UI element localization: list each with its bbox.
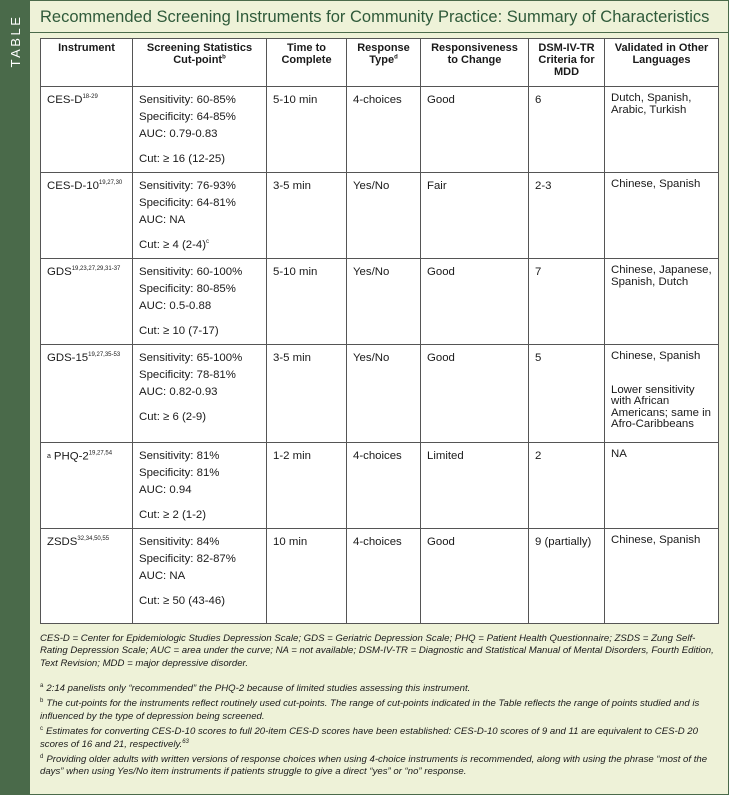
auc: AUC: NA bbox=[139, 214, 186, 226]
sensitivity: Sensitivity: 76-93% bbox=[139, 180, 236, 192]
auc: AUC: 0.5-0.88 bbox=[139, 300, 212, 312]
cell-response-type: Yes/No bbox=[347, 345, 421, 443]
header-instrument: Instrument bbox=[41, 39, 133, 87]
table-header-row bbox=[41, 39, 719, 87]
languages: Chinese, Spanish bbox=[611, 350, 701, 362]
cut-point: Cut: ≥ 6 (2-9) bbox=[139, 411, 207, 423]
cell-responsiveness: Fair bbox=[421, 173, 529, 259]
auc: AUC: 0.79-0.83 bbox=[139, 128, 218, 140]
cell-dsm: 2-3 bbox=[529, 173, 605, 259]
instrument-name: GDS bbox=[47, 266, 72, 278]
footnote-symbol: c bbox=[40, 726, 43, 733]
prefix-mark: a bbox=[47, 453, 51, 460]
cell-responsiveness: Good bbox=[421, 345, 529, 443]
sensitivity: Sensitivity: 84% bbox=[139, 536, 220, 548]
languages: Chinese, Spanish bbox=[611, 534, 701, 546]
sensitivity: Sensitivity: 60-100% bbox=[139, 266, 243, 278]
instrument-name: ZSDS bbox=[47, 536, 78, 548]
footnote bbox=[40, 695, 716, 723]
cell-statistics bbox=[133, 443, 267, 529]
title-divider bbox=[30, 32, 728, 33]
languages: NA bbox=[611, 448, 627, 460]
specificity: Specificity: 64-85% bbox=[139, 111, 236, 123]
instrument-name: PHQ-2 bbox=[53, 450, 89, 463]
cell-instrument bbox=[41, 443, 133, 529]
table-row bbox=[41, 259, 719, 345]
side-tab bbox=[1, 1, 30, 794]
reference-numbers: 19,27,54 bbox=[88, 450, 113, 457]
cell-response-type: Yes/No bbox=[347, 173, 421, 259]
cell-statistics bbox=[133, 173, 267, 259]
cell-languages bbox=[605, 259, 719, 345]
cut-point: Cut: ≥ 2 (1-2) bbox=[139, 509, 207, 521]
cell-instrument bbox=[41, 529, 133, 624]
specificity: Specificity: 78-81% bbox=[139, 369, 236, 381]
table-row bbox=[41, 345, 719, 443]
footnote-mark: b bbox=[222, 54, 226, 61]
cell-dsm: 5 bbox=[529, 345, 605, 443]
footnote bbox=[40, 751, 716, 779]
cell-instrument bbox=[41, 87, 133, 173]
cell-time: 1-2 min bbox=[267, 443, 347, 529]
reference-numbers: 32,34,50,55 bbox=[77, 536, 110, 543]
cell-languages bbox=[605, 345, 719, 443]
languages: Chinese, Japanese, Spanish, Dutch bbox=[611, 264, 712, 288]
footnote-symbol: d bbox=[40, 753, 44, 760]
cell-languages bbox=[605, 173, 719, 259]
footnotes bbox=[40, 633, 716, 779]
cut-point: Cut: ≥ 16 (12-25) bbox=[139, 153, 226, 165]
cell-languages bbox=[605, 529, 719, 624]
cell-dsm: 2 bbox=[529, 443, 605, 529]
footnote-list bbox=[40, 680, 716, 779]
table-row bbox=[41, 529, 719, 624]
cell-languages bbox=[605, 87, 719, 173]
cell-dsm: 6 bbox=[529, 87, 605, 173]
reference-numbers: 19,27,30 bbox=[98, 180, 123, 187]
footnote-text: 2:14 panelists only “recommended” the PHQ-2 because of limited studies assessing this instrument. bbox=[46, 683, 471, 695]
specificity: Specificity: 80-85% bbox=[139, 283, 236, 295]
reference-numbers: 19,27,35-53 bbox=[88, 352, 121, 359]
cell-responsiveness: Limited bbox=[421, 443, 529, 529]
table-row bbox=[41, 173, 719, 259]
cell-response-type: 4-choices bbox=[347, 443, 421, 529]
page-title: Recommended Screening Instruments for Community Practice: Summary of Characteristics bbox=[40, 8, 710, 26]
cell-statistics bbox=[133, 529, 267, 624]
footnote-text: Estimates for converting CES-D-10 scores to full 20-item CES-D scores have been established: CES-D-10 scores of 9 and 11 are equivalent to CES-D 20 scores of 16 and 21, respectively. bbox=[40, 726, 698, 750]
languages: Dutch, Spanish, Arabic, Turkish bbox=[611, 92, 692, 116]
specificity: Specificity: 81% bbox=[139, 467, 220, 479]
cell-instrument bbox=[41, 345, 133, 443]
footnote-reference: 63 bbox=[182, 738, 189, 745]
cell-responsiveness: Good bbox=[421, 87, 529, 173]
cell-instrument bbox=[41, 173, 133, 259]
cell-languages bbox=[605, 443, 719, 529]
cell-dsm: 9 (partially) bbox=[529, 529, 605, 624]
cut-point: Cut: ≥ 10 (7-17) bbox=[139, 325, 219, 337]
table-row bbox=[41, 443, 719, 529]
cut-point: Cut: ≥ 50 (43-46) bbox=[139, 595, 226, 607]
cut-point: Cut: ≥ 4 $(2-4)^c$ bbox=[139, 239, 210, 251]
footnote bbox=[40, 680, 716, 695]
auc: AUC: 0.82-0.93 bbox=[139, 386, 218, 398]
cell-response-type: 4-choices bbox=[347, 87, 421, 173]
header-time-to-complete: Time to Complete bbox=[267, 39, 347, 87]
footnote-text: The cut-points for the instruments reflect routinely used cut-points. The range of cut-points indicated in the Table reflects the range of points studied and is influenced by the type of depression being screened. bbox=[40, 698, 700, 722]
cell-response-type: 4-choices bbox=[347, 529, 421, 624]
side-tab-label: TABLE bbox=[8, 14, 23, 68]
footnote-mark: d bbox=[394, 54, 398, 61]
sensitivity: Sensitivity: 65-100% bbox=[139, 352, 243, 364]
auc: AUC: NA bbox=[139, 570, 186, 582]
cell-time: 3-5 min bbox=[267, 173, 347, 259]
cell-time: 5-10 min bbox=[267, 87, 347, 173]
specificity: Specificity: 64-81% bbox=[139, 197, 236, 209]
specificity: Specificity: 82-87% bbox=[139, 553, 236, 565]
footnote-text: Providing older adults with written versions of response choices when using 4-choice instruments is recommended, along with using the phrase “most of the days” when using Yes/No item instruments if patients struggle to give a direct “yes” or “no” response. bbox=[40, 754, 708, 778]
instrument-name: CES-D-10 bbox=[47, 180, 99, 192]
cell-time: 3-5 min bbox=[267, 345, 347, 443]
auc: AUC: 0.94 bbox=[139, 484, 192, 496]
screening-instruments-table bbox=[40, 38, 719, 624]
cell-statistics bbox=[133, 259, 267, 345]
instrument-name: GDS-15 bbox=[47, 352, 89, 364]
reference-numbers: 19,23,27,29,31-37 bbox=[71, 266, 121, 273]
cell-statistics bbox=[133, 345, 267, 443]
header-validated-languages: Validated in Other Languages bbox=[605, 39, 719, 87]
instrument-name: CES-D bbox=[47, 94, 83, 106]
content-area bbox=[30, 1, 728, 794]
sensitivity: Sensitivity: 81% bbox=[139, 450, 220, 462]
cell-instrument bbox=[41, 259, 133, 345]
cell-dsm: 7 bbox=[529, 259, 605, 345]
footnote bbox=[40, 723, 716, 751]
footnote-symbol: b bbox=[40, 698, 44, 705]
table-body bbox=[41, 87, 719, 624]
sensitivity: Sensitivity: 60-85% bbox=[139, 94, 236, 106]
cell-response-type: Yes/No bbox=[347, 259, 421, 345]
footnote-mark: c bbox=[206, 239, 210, 246]
cell-responsiveness: Good bbox=[421, 529, 529, 624]
cell-time: 10 min bbox=[267, 529, 347, 624]
cell-statistics bbox=[133, 87, 267, 173]
cell-time: 5-10 min bbox=[267, 259, 347, 345]
table-row bbox=[41, 87, 719, 173]
header-responsiveness: Responsiveness to Change bbox=[421, 39, 529, 87]
footnote-symbol: a bbox=[40, 682, 44, 689]
reference-numbers: 18-29 bbox=[82, 94, 98, 101]
languages: Chinese, Spanish bbox=[611, 178, 701, 190]
header-response-type: Response Type$^d$ bbox=[347, 39, 421, 87]
header-screening-statistics: Screening Statistics Cut-point$^b$ bbox=[133, 39, 267, 87]
abbreviations-note: CES-D = Center for Epidemiologic Studies Depression Scale; GDS = Geriatric Depression Scale; PHQ = Patient Health Questionnaire; ZSDS = Zung Self-Rating Depression Scale; AUC = area under the curve; NA = not available; DSM-IV-TR = Diagnostic and Statistical Manual of Mental Disorders, Fourth Edition, Text Revision; MDD = major depressive disorder. bbox=[40, 633, 714, 669]
language-note: Lower sensitivity with African Americans; same in Afro-Caribbeans bbox=[611, 383, 712, 430]
cell-responsiveness: Good bbox=[421, 259, 529, 345]
header-dsm-criteria: DSM-IV-TR Criteria for MDD bbox=[529, 39, 605, 87]
